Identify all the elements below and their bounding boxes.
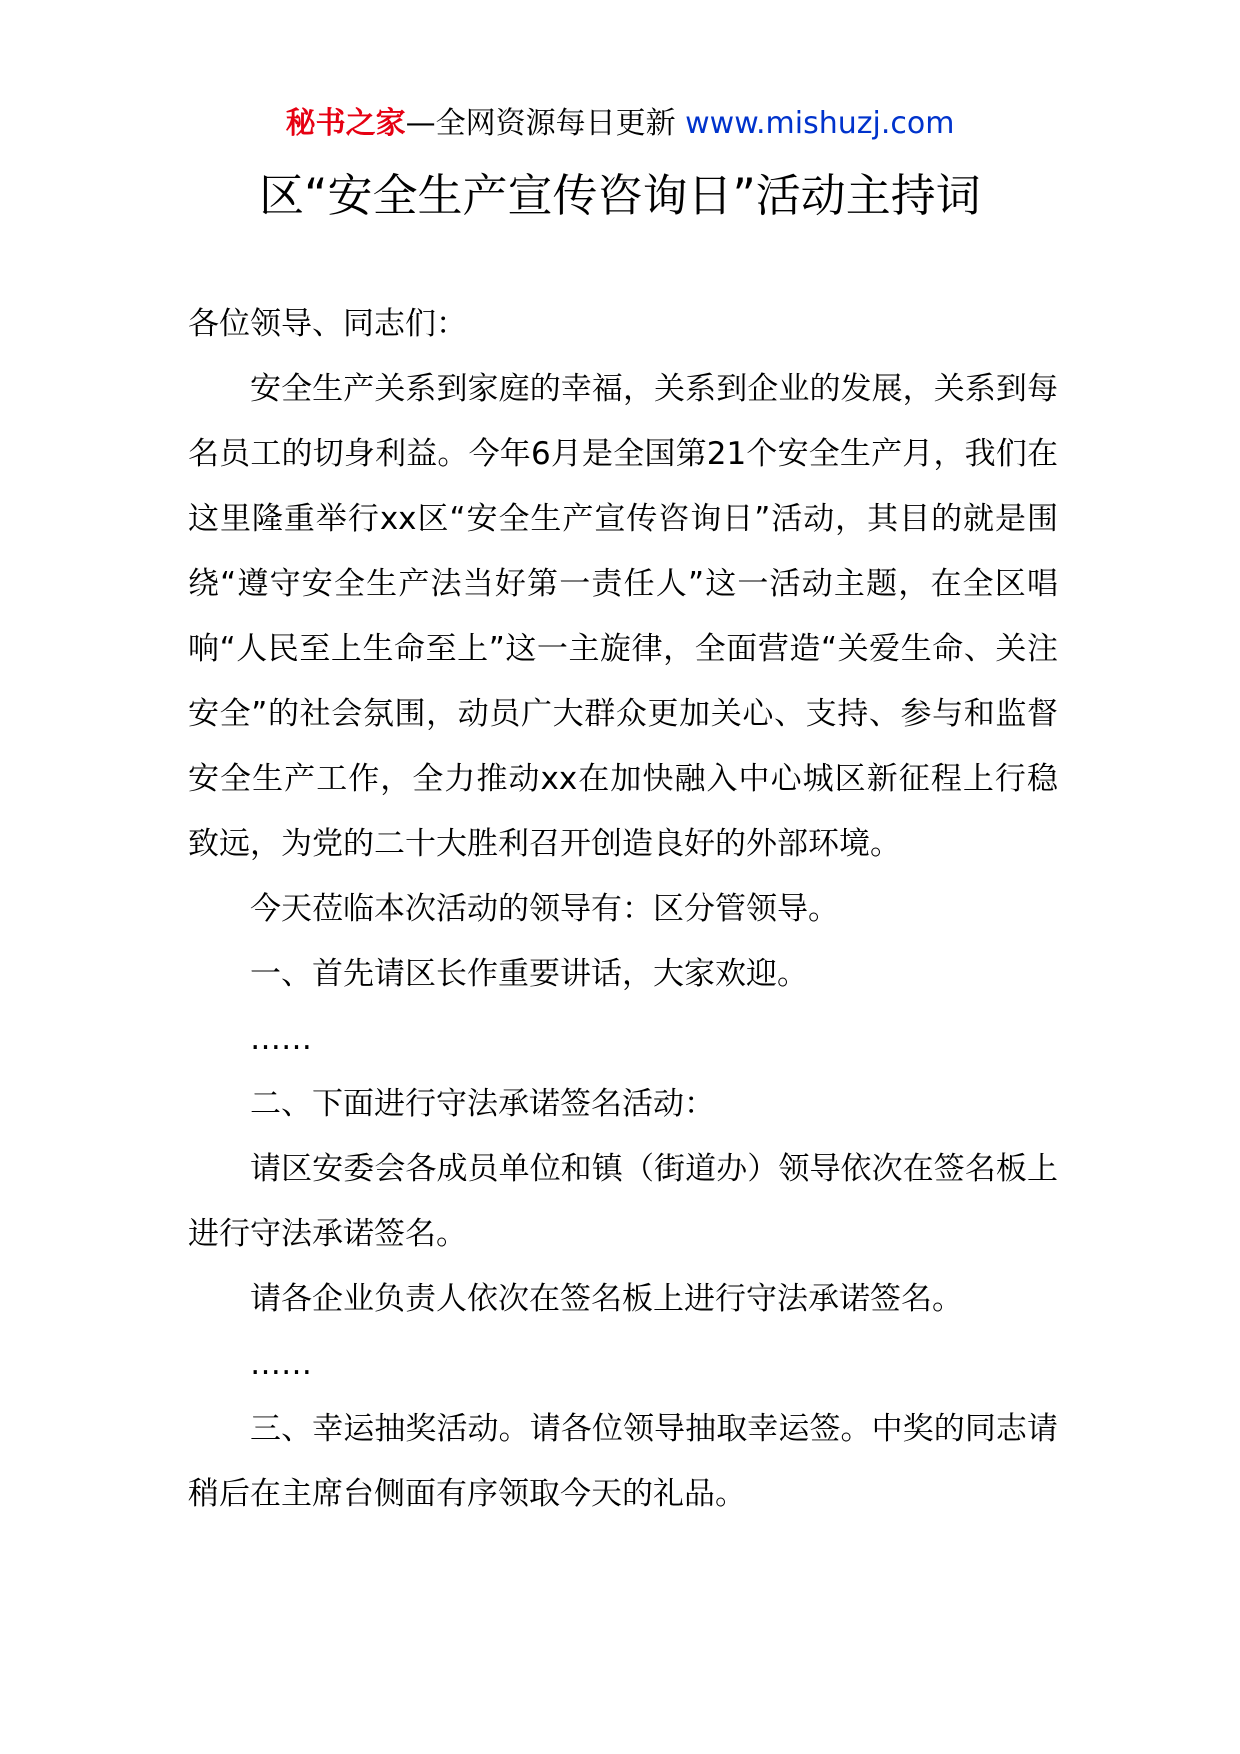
paragraph-sign-enterprises: 请各企业负责人依次在签名板上进行守法承诺签名。 [250,1281,963,1317]
paragraph-sign-officials: 请区安委会各成员单位和镇（街道办）领导依次在签名板上进行守法承诺签名。 [188,1151,1058,1252]
document-title: 区“安全生产宣传咨询日”活动主持词 [259,169,981,222]
header-tagline: —全网资源每日更新 [405,106,676,141]
paragraph-leaders: 今天莅临本次活动的领导有：区分管领导。 [250,891,839,927]
paragraph-item-one: 一、首先请区长作重要讲话，大家欢迎。 [250,956,808,992]
paragraph-ellipsis-1: …… [250,1021,312,1057]
paragraph-intro: 安全生产关系到家庭的幸福，关系到企业的发展，关系到每名员工的切身利益。今年6月是全国第21个安全生产月，我们在这里隆重举行xx区“安全生产宣传咨询日”活动，其目的就是围绕“遵守安全生产法当好第一责任人”这一活动主题，在全区唱响“人民至上生命至上”这一主旋律，全面营造“关爱生命、关注安全”的社会氛围，动员广大群众更加关心、支持、参与和监督安全生产工作，全力推动xx在加快融入中心城区新征程上行稳致远，为党的二十大胜利召开创造良好的外部环境。 [188,371,1058,862]
paragraph-item-three: 三、幸运抽奖活动。请各位领导抽取幸运签。中奖的同志请稍后在主席台侧面有序领取今天的礼品。 [188,1411,1058,1512]
brand-name: 秘书之家 [285,106,406,141]
salutation: 各位领导、同志们： [188,306,467,342]
paragraph-item-two: 二、下面进行守法承诺签名活动： [250,1086,715,1122]
document-body [188,292,1058,1527]
site-header [0,104,1240,144]
site-url-link[interactable]: www.mishuzj.com [685,106,955,141]
paragraph-ellipsis-2: …… [250,1346,312,1382]
